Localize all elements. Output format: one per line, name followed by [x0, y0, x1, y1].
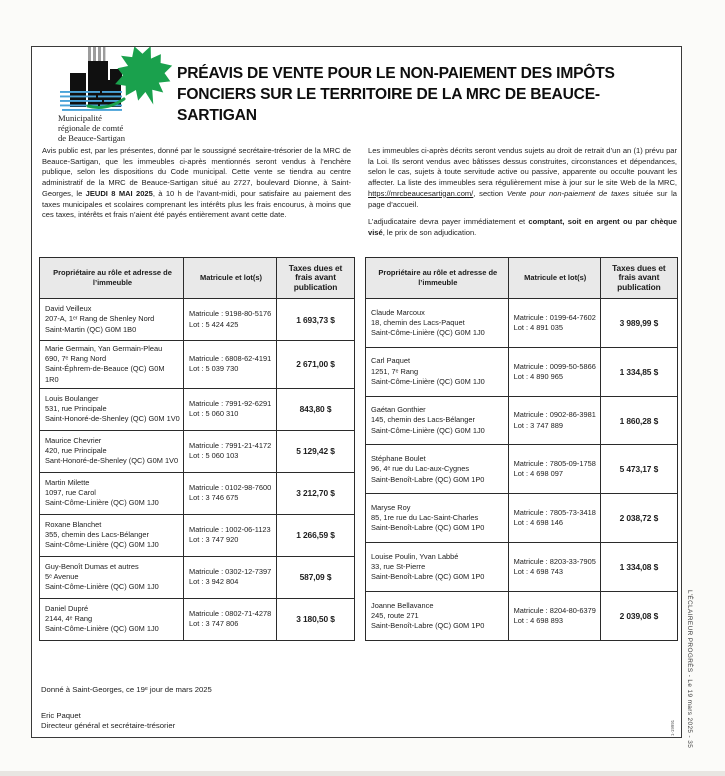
lot-value: Lot : 5 039 730: [189, 364, 239, 374]
owner-city: Saint-Côme-Linière (QC) G0M 1J0: [45, 498, 159, 508]
org-line: régionale de comté: [58, 122, 124, 133]
lot-value: Lot : 4 698 743: [513, 567, 563, 577]
owner-address: 690, 7ᵉ Rang Nord: [45, 354, 107, 364]
owner-name: Gaétan Gonthier: [371, 405, 426, 415]
owner-address: 18, chemin des Lacs-Paquet: [371, 317, 465, 327]
intro-right-paragraph-2: [368, 217, 677, 238]
owner-city: Saint-Benoît-Labre (QC) G0M 1P0: [371, 572, 485, 582]
intro-text: L’adjudicataire devra payer immédiatement et: [368, 217, 529, 227]
owner-cell: [40, 598, 184, 640]
owner-city: Saint-Benoît-Labre (QC) G0M 1P0: [371, 620, 485, 630]
amount-cell: 3 180,50 $: [277, 598, 355, 640]
owner-city: Saint-Martin (QC) G0M 1B0: [45, 324, 137, 334]
column-header-taxes: Taxes dues et frais avant publication: [600, 258, 677, 299]
intro-text: située sur la page d’accueil.: [368, 188, 677, 209]
lot-value: Lot : 4 891 035: [513, 322, 563, 332]
amount-cell: 843,80 $: [277, 388, 355, 430]
column-header-owner: Propriétaire au rôle et adresse de l’immeuble: [40, 258, 184, 299]
owner-address: 96, 4ᵉ rue du Lac-aux-Cygnes: [371, 464, 470, 474]
lot-value: Lot : 4 698 893: [513, 615, 563, 625]
sale-date-bold: JEUDI 8 MAI 2025: [85, 188, 153, 198]
owner-name: Carl Paquet: [371, 356, 411, 366]
matricule-value: Matricule : 0199-64-7602: [513, 312, 596, 322]
title-line-2: FONCIERS SUR LE TERRITOIRE DE LA MRC DE BEAUCE-SARTIGAN: [177, 86, 600, 124]
amount-cell: 2 039,08 $: [600, 591, 677, 640]
owner-address: 85, 1re rue du Lac-Saint-Charles: [371, 513, 479, 523]
matricule-cell: [184, 556, 277, 598]
owner-address: 2144, 4ᵉ Rang: [45, 614, 93, 624]
matricule-value: Matricule : 6808-62-4191: [189, 354, 272, 364]
owner-cell: [366, 543, 509, 592]
matricule-value: Matricule : 8203-33-7905: [513, 556, 596, 566]
owner-cell: [40, 299, 184, 341]
matricule-value: Matricule : 7805-09-1758: [513, 459, 596, 469]
matricule-cell: [184, 514, 277, 556]
footer-signatory-role: Directeur général et secrétaire-trésorier: [41, 721, 176, 731]
owner-city: Saint-Côme-Linière (QC) G0M 1J0: [45, 540, 159, 550]
mrc-skyline-leaf-icon: [58, 47, 190, 113]
owner-name: Louis Boulanger: [45, 394, 99, 403]
property-tables: [39, 257, 678, 641]
owner-address: 5ᵉ Avenue: [45, 572, 79, 582]
matricule-value: Matricule : 9198-80-5176: [189, 309, 272, 319]
matricule-cell: [184, 341, 277, 389]
owner-name: Stéphane Boulet: [371, 454, 426, 464]
org-line: Municipalité: [58, 113, 102, 123]
intro-text: , section: [473, 188, 507, 198]
owner-city: Saint-Côme-Linière (QC) G0M 1J0: [45, 582, 159, 592]
column-header-matricule: Matricule et lot(s): [184, 258, 277, 299]
print-code-label: 1-19991: [670, 719, 675, 736]
owner-name: Guy-Benoît Dumas et autres: [45, 562, 139, 571]
intro-text: Les immeubles ci-après décrits seront vendus sujets au droit de retrait d’un an (1) prévu par la Loi. Ils seront vendus avec bâtisses dessus construites, circonstances et dépendances, selon le cas, sujets à toute servitude active ou passive, apparente ou occulte pouvant les affecter. La liste des immeubles sera régulièrement mise à jour sur le site Web de la MRC,: [368, 146, 677, 188]
matricule-cell: [184, 472, 277, 514]
owner-cell: [40, 341, 184, 389]
owner-cell: [366, 396, 509, 445]
property-table-right: [365, 257, 678, 641]
intro-right-column: [368, 146, 677, 246]
owner-cell: [40, 430, 184, 472]
amount-cell: 1 334,85 $: [600, 347, 677, 396]
payment-terms-bold: comptant, soit en argent ou par chèque visé: [368, 217, 677, 237]
table-row: [366, 445, 678, 494]
owner-cell: [40, 556, 184, 598]
matricule-value: Matricule : 8204-80-6379: [513, 605, 596, 615]
intro-left-paragraph: [42, 146, 351, 221]
matricule-cell: [508, 396, 600, 445]
table-row: [366, 347, 678, 396]
matricule-value: Matricule : 0802-71-4278: [189, 609, 272, 619]
matricule-cell: [508, 347, 600, 396]
table-row: [366, 591, 678, 640]
matricule-value: Matricule : 7991-92-6291: [189, 399, 272, 409]
lot-value: Lot : 5 060 310: [189, 409, 239, 419]
amount-cell: 3 212,70 $: [277, 472, 355, 514]
lot-value: Lot : 3 747 889: [513, 420, 563, 430]
notice-footer: [41, 685, 212, 732]
owner-city: Saint-Côme-Linière (QC) G0M 1J0: [371, 328, 485, 338]
lot-value: Lot : 3 746 675: [189, 493, 239, 503]
table-header-row: [40, 258, 355, 299]
owner-name: Roxane Blanchet: [45, 520, 102, 529]
mrc-website-link[interactable]: https://mrcbeaucesartigan.com/: [368, 188, 474, 198]
lot-value: Lot : 4 698 146: [513, 518, 563, 528]
mrc-logo: [58, 47, 196, 143]
table-row: [366, 543, 678, 592]
owner-address: 420, rue Principale: [45, 446, 107, 456]
lot-value: Lot : 5 424 425: [189, 319, 239, 329]
owner-cell: [366, 299, 509, 348]
lot-value: Lot : 4 890 965: [513, 371, 563, 381]
matricule-value: Matricule : 7991-21-4172: [189, 441, 272, 451]
title-line-1: PRÉAVIS DE VENTE POUR LE NON-PAIEMENT DES IMPÔTS: [177, 65, 615, 82]
owner-name: Daniel Dupré: [45, 604, 89, 613]
amount-cell: 5 129,42 $: [277, 430, 355, 472]
lot-value: Lot : 3 747 806: [189, 619, 239, 629]
owner-name: Claude Marcoux: [371, 307, 425, 317]
table-row: [366, 494, 678, 543]
lot-value: Lot : 3 942 804: [189, 577, 239, 587]
matricule-cell: [184, 430, 277, 472]
owner-address: 1251, 7ᵉ Rang: [371, 366, 419, 376]
table-row: [366, 299, 678, 348]
column-header-taxes: Taxes dues et frais avant publication: [277, 258, 355, 299]
section-name-italic: Vente pour non-paiement de taxes: [506, 188, 630, 198]
owner-name: Maurice Chevrier: [45, 436, 102, 445]
owner-address: 355, chemin des Lacs-Bélanger: [45, 530, 149, 540]
owner-name: Martin Milette: [45, 478, 90, 487]
owner-cell: [40, 388, 184, 430]
owner-address: 207-A, 1ᵉʳ Rang de Shenley Nord: [45, 314, 155, 324]
owner-city: Saint-Côme-Linière (QC) G0M 1J0: [371, 376, 485, 386]
owner-cell: [366, 445, 509, 494]
amount-cell: 587,09 $: [277, 556, 355, 598]
matricule-value: Matricule : 1002-06-1123: [189, 525, 271, 535]
matricule-value: Matricule : 0102-98-7600: [189, 483, 272, 493]
table-row: [40, 299, 355, 341]
owner-city: Saint-Éphrem-de-Beauce (QC) G0M 1R0: [45, 364, 165, 384]
lot-value: Lot : 5 060 103: [189, 451, 239, 461]
matricule-cell: [508, 591, 600, 640]
intro-text: Avis public est, par les présentes, donné par le soussigné secrétaire-trésorier de la MRC de Beauce-Sartigan, que les immeubles ci-après mentionnés seront vendus à l’enchère publique, selon les dispositions du Code municipal. Cette vente se tiendra au centre administratif de la MRC de Beauce-Sartigan situé au 2727, boulevard Dionne, à Saint-Georges, le: [42, 146, 351, 198]
table-row: [40, 514, 355, 556]
owner-cell: [366, 494, 509, 543]
owner-city: Saint-Honoré-de-Shenley (QC) G0M 1V0: [45, 414, 180, 424]
matricule-cell: [184, 299, 277, 341]
org-line: de Beauce-Sartigan: [58, 132, 126, 143]
matricule-value: Matricule : 7805-73-3418: [513, 508, 596, 518]
owner-address: 1097, rue Carol: [45, 488, 96, 498]
table-header-row: [366, 258, 678, 299]
table-row: [40, 556, 355, 598]
amount-cell: 2 671,00 $: [277, 341, 355, 389]
amount-cell: 1 860,28 $: [600, 396, 677, 445]
footer-given-line: Donné à Saint-Georges, ce 19ᵉ jour de mars 2025: [41, 685, 212, 694]
property-table-left: [39, 257, 355, 641]
table-row: [40, 341, 355, 389]
notice-title: [177, 63, 655, 126]
owner-address: 33, rue St-Pierre: [371, 561, 426, 571]
amount-cell: 5 473,17 $: [600, 445, 677, 494]
matricule-value: Matricule : 0099-50-5866: [513, 361, 596, 371]
matricule-value: Matricule : 0902-86-3981: [513, 410, 596, 420]
column-header-matricule: Matricule et lot(s): [508, 258, 600, 299]
intro-right-paragraph-1: [368, 146, 677, 210]
owner-name: Louise Poulin, Yvan Labbé: [371, 551, 459, 561]
owner-city: Saint-Benoît-Labre (QC) G0M 1P0: [371, 474, 485, 484]
table-row: [40, 472, 355, 514]
owner-cell: [40, 514, 184, 556]
matricule-value: Matricule : 0302-12-7397: [189, 567, 272, 577]
amount-cell: 1 266,59 $: [277, 514, 355, 556]
owner-name: David Veilleux: [45, 304, 92, 314]
notice-frame: [31, 46, 682, 738]
matricule-cell: [508, 543, 600, 592]
lot-value: Lot : 4 698 097: [513, 469, 563, 479]
amount-cell: 3 989,99 $: [600, 299, 677, 348]
page-bottom-edge: [0, 771, 725, 776]
owner-name: Maryse Roy: [371, 502, 411, 512]
newspaper-edge-label: L’ÉCLAIREUR PROGRÈS - Le 19 mars 2025 - 35: [686, 590, 693, 749]
table-row: [40, 388, 355, 430]
matricule-cell: [184, 598, 277, 640]
table-row: [366, 396, 678, 445]
owner-name: Joanne Bellavance: [371, 600, 434, 610]
owner-address: 531, rue Principale: [45, 404, 107, 414]
owner-cell: [40, 472, 184, 514]
table-row: [40, 598, 355, 640]
matricule-cell: [508, 494, 600, 543]
amount-cell: 1 693,73 $: [277, 299, 355, 341]
lot-value: Lot : 3 747 920: [189, 535, 239, 545]
intro-text: , le prix de son adjudication.: [382, 227, 477, 237]
matricule-cell: [184, 388, 277, 430]
owner-address: 145, chemin des Lacs-Bélanger: [371, 415, 475, 425]
intro-text: , à 10 h de l’avant-midi, pour satisfaire au paiement des taxes municipales et scolaires comprenant les intérêts plus les frais encourus, à moins que ces taxes, intérêts et frais n’aient été payés entièrement avant cette date.: [42, 188, 351, 220]
owner-cell: [366, 347, 509, 396]
owner-city: Sant-Honoré-de-Shenley (QC) G0M 1V0: [45, 456, 179, 466]
table-row: [40, 430, 355, 472]
matricule-cell: [508, 299, 600, 348]
matricule-cell: [508, 445, 600, 494]
owner-city: Saint-Benoît-Labre (QC) G0M 1P0: [371, 523, 485, 533]
owner-cell: [366, 591, 509, 640]
footer-signatory-name: Eric Paquet: [41, 711, 81, 721]
intro-left-column: [42, 146, 351, 246]
amount-cell: 1 334,08 $: [600, 543, 677, 592]
org-name: [58, 114, 196, 143]
intro-columns: [42, 146, 678, 246]
owner-address: 245, route 271: [371, 610, 419, 620]
owner-name: Marie Germain, Yan Germain-Pleau: [45, 344, 163, 353]
amount-cell: 2 038,72 $: [600, 494, 677, 543]
owner-city: Saint-Côme-Linière (QC) G0M 1J0: [371, 425, 485, 435]
owner-city: Saint-Côme-Linière (QC) G0M 1J0: [45, 624, 159, 634]
column-header-owner: Propriétaire au rôle et adresse de l’immeuble: [366, 258, 509, 299]
